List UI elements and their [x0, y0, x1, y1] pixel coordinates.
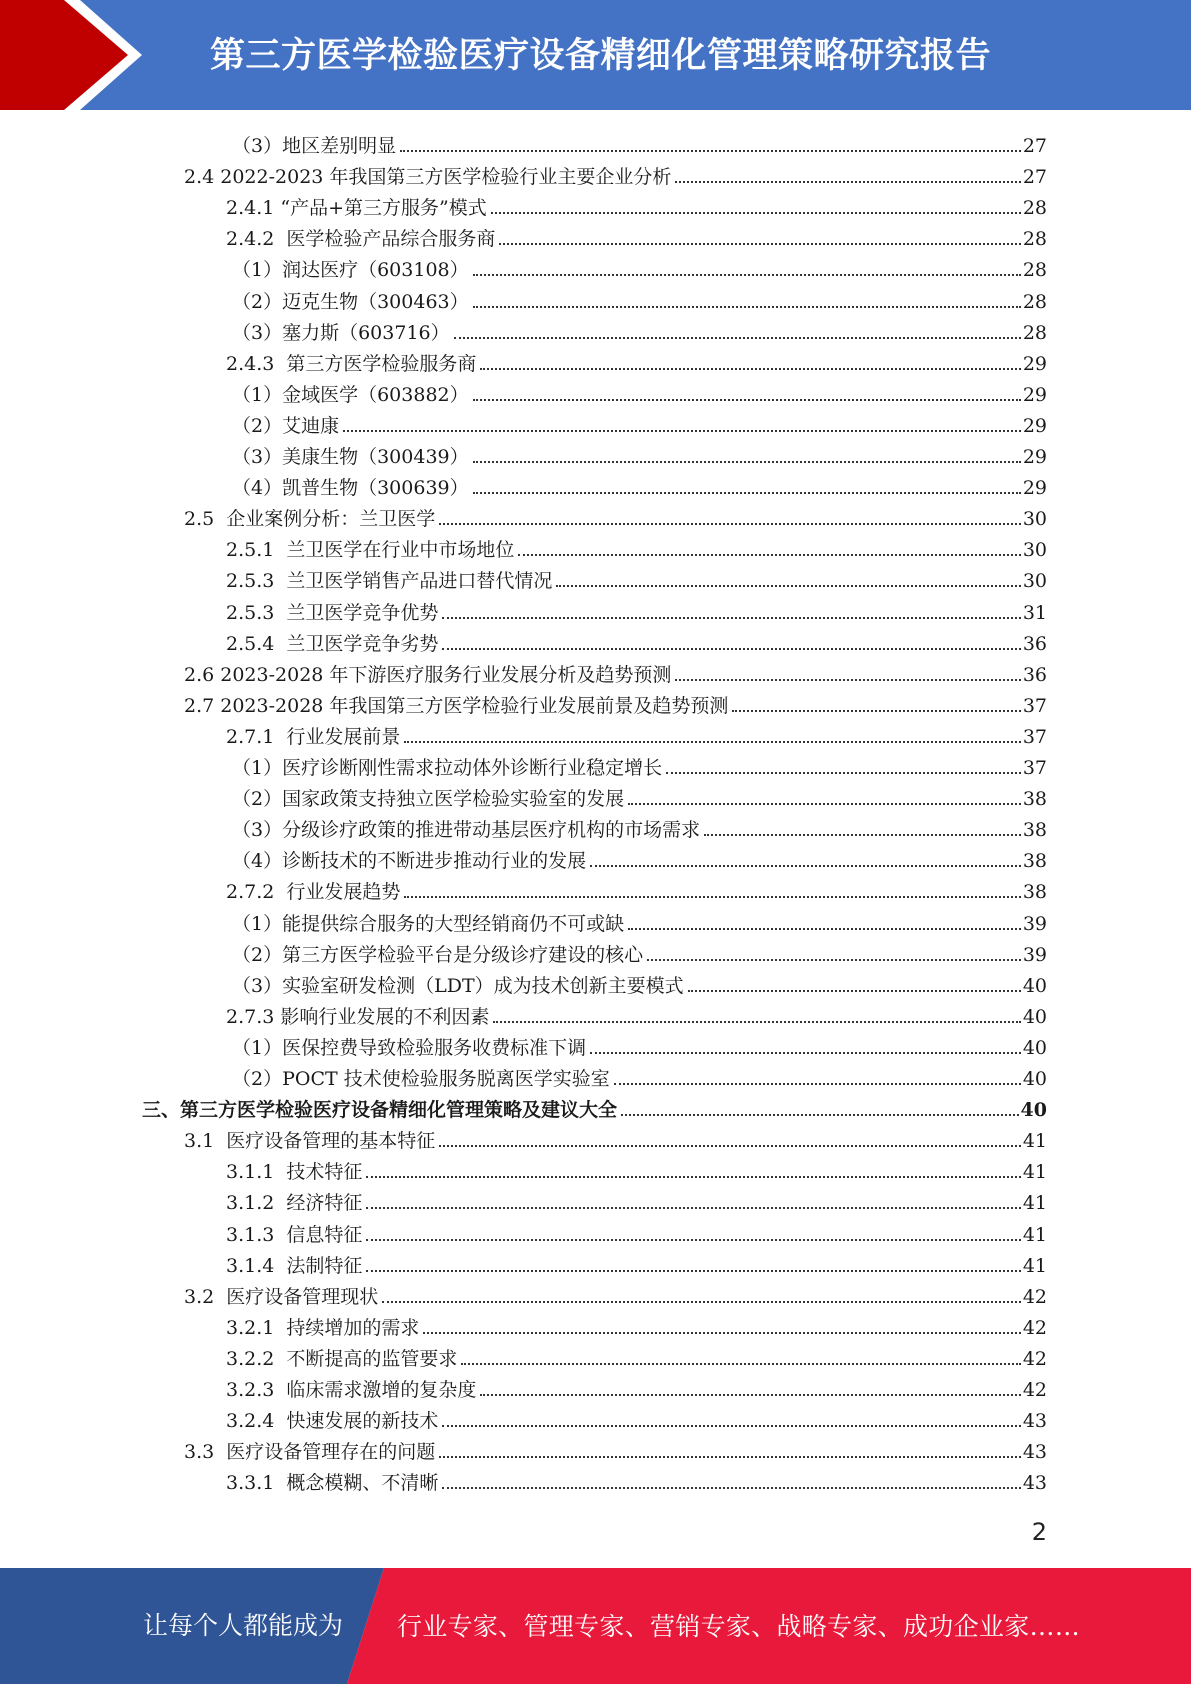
toc-entry-label: （3）实验室研发检测（LDT）成为技术创新主要模式: [232, 974, 684, 997]
toc-entry-label: 2.4.1 “产品+第三方服务”模式: [226, 197, 487, 220]
toc-entry[interactable]: [232, 905, 1047, 936]
toc-entry-label: （3）地区差别明显: [232, 135, 397, 157]
toc-entry[interactable]: [226, 1371, 1047, 1402]
toc-entry-label: （2）POCT 技术使检验服务脱离医学实验室: [232, 1068, 610, 1090]
toc-entry-page: 29: [1022, 477, 1047, 500]
footer-slogan-left: 让每个人都能成为: [143, 1611, 344, 1640]
toc-dot-leader: [473, 306, 1021, 308]
toc-entry[interactable]: [184, 500, 1047, 531]
toc-entry-label: 2.7.1 行业发展前景: [226, 725, 401, 748]
toc-entry[interactable]: [232, 469, 1047, 500]
toc-entry[interactable]: [232, 127, 1047, 158]
toc-dot-leader: [366, 1207, 1020, 1209]
toc-entry[interactable]: [226, 1464, 1047, 1495]
toc-dot-leader: [704, 834, 1021, 836]
report-title: 第三方医学检验医疗设备精细化管理策略研究报告: [210, 36, 992, 76]
toc-entry-label: 3.1.2 经济特征: [226, 1192, 363, 1215]
toc-dot-leader: [473, 492, 1021, 494]
toc-entry-page: 27: [1022, 135, 1047, 157]
toc-entry[interactable]: [184, 158, 1047, 189]
toc-entry-label: （1）润达医疗（603108）: [232, 259, 469, 282]
toc-dot-leader: [590, 865, 1021, 867]
toc-entry[interactable]: [226, 345, 1047, 376]
toc-entry[interactable]: [226, 998, 1047, 1029]
toc-dot-leader: [621, 1114, 1019, 1116]
toc-dot-leader: [442, 1425, 1020, 1427]
toc-entry-page: 37: [1022, 757, 1047, 779]
toc-entry-page: 42: [1022, 1347, 1047, 1370]
toc-entry[interactable]: [232, 407, 1047, 438]
toc-entry-page: 31: [1022, 601, 1047, 624]
toc-dot-leader: [439, 1145, 1021, 1147]
toc-entry-label: （2）迈克生物（300463）: [232, 290, 469, 313]
toc-entry[interactable]: [232, 283, 1047, 314]
toc-entry[interactable]: [226, 1402, 1047, 1433]
toc-entry[interactable]: [226, 1184, 1047, 1215]
toc-entry-page: 42: [1022, 1285, 1047, 1308]
toc-entry[interactable]: [232, 1029, 1047, 1060]
toc-entry-page: 41: [1022, 1130, 1047, 1153]
toc-entry-page: 43: [1022, 1472, 1047, 1495]
toc-entry[interactable]: [232, 376, 1047, 407]
toc-entry-page: 41: [1022, 1254, 1047, 1277]
toc-entry[interactable]: [226, 718, 1047, 749]
toc-entry[interactable]: [226, 1340, 1047, 1371]
toc-dot-leader: [647, 959, 1021, 961]
page-footer: [0, 1568, 1191, 1684]
toc-entry-page: 40: [1022, 974, 1047, 997]
toc-dot-leader: [442, 617, 1020, 619]
toc-entry-label: 3.2 医疗设备管理现状: [184, 1285, 379, 1308]
toc-entry-label: 2.5 企业案例分析：兰卫医学: [184, 508, 436, 531]
toc-entry-label: 2.5.3 兰卫医学竞争优势: [226, 601, 439, 624]
toc-entry-label: 2.7.3 影响行业发展的不利因素: [226, 1005, 490, 1028]
toc-entry[interactable]: [184, 1122, 1047, 1153]
toc-entry-label: 2.6 2023-2028 年下游医疗服务行业发展分析及趋势预测: [184, 663, 672, 686]
toc-entry-page: 41: [1022, 1192, 1047, 1215]
toc-dot-leader: [404, 741, 1020, 743]
toc-entry-label: （1）医保控费导致检验服务收费标准下调: [232, 1036, 587, 1059]
toc-dot-leader: [491, 212, 1021, 214]
toc-entry[interactable]: [232, 842, 1047, 873]
toc-dot-leader: [628, 928, 1021, 930]
toc-entry-page: 29: [1022, 414, 1047, 437]
toc-entry-page: 28: [1022, 290, 1047, 313]
toc-entry-label: 2.4.2 医学检验产品综合服务商: [226, 228, 496, 251]
toc-entry-label: （3）美康生物（300439）: [232, 446, 469, 468]
toc-entry-page: 29: [1022, 446, 1047, 468]
toc-entry-page: 42: [1022, 1379, 1047, 1401]
toc-dot-leader: [382, 1301, 1021, 1303]
toc-dot-leader: [473, 461, 1021, 463]
header-arrow-decoration: [0, 0, 160, 110]
toc-entry-page: 29: [1022, 383, 1047, 406]
toc-dot-leader: [442, 1487, 1020, 1489]
toc-entry[interactable]: [226, 873, 1047, 904]
toc-entry-label: 三、第三方医学检验医疗设备精细化管理策略及建议大全: [142, 1099, 618, 1122]
toc-entry-page: 38: [1022, 788, 1047, 811]
toc-entry-page: 30: [1022, 508, 1047, 531]
toc-entry-page: 29: [1022, 352, 1047, 375]
toc-dot-leader: [439, 1456, 1021, 1458]
toc-entry-page: 28: [1022, 259, 1047, 282]
toc-dot-leader: [439, 523, 1021, 525]
toc-entry[interactable]: [184, 1278, 1047, 1309]
toc-dot-leader: [732, 710, 1020, 712]
toc-dot-leader: [366, 1239, 1020, 1241]
toc-entry-page: 41: [1022, 1223, 1047, 1246]
toc-entry-label: 2.7 2023-2028 年我国第三方医学检验行业发展前景及趋势预测: [184, 694, 729, 717]
toc-entry-label: （2）第三方医学检验平台是分级诊疗建设的核心: [232, 943, 644, 966]
toc-entry-page: 36: [1022, 632, 1047, 655]
toc-entry-page: 28: [1022, 197, 1047, 220]
footer-slogan-right: 行业专家、管理专家、营销专家、战略专家、成功企业家……: [397, 1612, 1081, 1641]
toc-dot-leader: [366, 1270, 1020, 1272]
toc-entry[interactable]: [232, 749, 1047, 780]
toc-entry-label: 2.4.3 第三方医学检验服务商: [226, 352, 477, 375]
toc-entry-page: 42: [1022, 1316, 1047, 1339]
toc-entry-page: 39: [1022, 943, 1047, 966]
toc-dot-leader: [480, 1394, 1020, 1396]
toc-dot-leader: [675, 679, 1020, 681]
toc-entry-label: 3.1.3 信息特征: [226, 1223, 363, 1246]
toc-entry-page: 40: [1022, 1005, 1047, 1028]
toc-entry-page: 39: [1022, 912, 1047, 935]
toc-entry-page: 43: [1022, 1441, 1047, 1464]
toc-entry[interactable]: [232, 314, 1047, 345]
toc-entry-label: （4）诊断技术的不断进步推动行业的发展: [232, 850, 587, 873]
toc-entry-label: （2）艾迪康: [232, 414, 340, 437]
toc-entry[interactable]: [184, 687, 1047, 718]
toc-entry-label: 3.2.2 不断提高的监管要求: [226, 1347, 458, 1370]
toc-dot-leader: [343, 430, 1021, 432]
toc-dot-leader: [473, 274, 1021, 276]
toc-dot-leader: [480, 368, 1020, 370]
page-header: [0, 0, 1191, 110]
toc-entry[interactable]: [232, 438, 1047, 469]
toc-entry[interactable]: [226, 1216, 1047, 1247]
toc-dot-leader: [454, 337, 1021, 339]
toc-entry-label: 2.5.1 兰卫医学在行业中市场地位: [226, 539, 515, 562]
toc-entry[interactable]: [232, 780, 1047, 811]
toc-dot-leader: [442, 648, 1020, 650]
toc-entry-label: 2.4 2022-2023 年我国第三方医学检验行业主要企业分析: [184, 166, 672, 189]
toc-entry-page: 38: [1022, 850, 1047, 873]
toc-dot-leader: [423, 1332, 1020, 1334]
toc-entry-page: 38: [1022, 819, 1047, 842]
page-number: 2: [1031, 1518, 1047, 1546]
toc-entry[interactable]: [226, 189, 1047, 220]
toc-entry-label: 3.1.4 法制特征: [226, 1254, 363, 1277]
toc-entry-page: 30: [1022, 570, 1047, 593]
toc-entry-label: 3.2.3 临床需求激增的复杂度: [226, 1379, 477, 1401]
toc-dot-leader: [590, 1052, 1021, 1054]
toc-entry-page: 28: [1022, 228, 1047, 251]
toc-entry[interactable]: [232, 936, 1047, 967]
toc-entry[interactable]: [184, 1433, 1047, 1464]
toc-entry-label: 2.5.3 兰卫医学销售产品进口替代情况: [226, 570, 553, 593]
toc-dot-leader: [499, 243, 1020, 245]
toc-entry-page: 30: [1022, 539, 1047, 562]
toc-entry[interactable]: [232, 1060, 1047, 1091]
toc-dot-leader: [473, 399, 1021, 401]
toc-dot-leader: [675, 181, 1020, 183]
toc-entry[interactable]: [226, 220, 1047, 251]
toc-dot-leader: [688, 990, 1021, 992]
toc-dot-leader: [614, 1083, 1021, 1085]
toc-dot-leader: [493, 1021, 1020, 1023]
toc-entry-page: 37: [1022, 725, 1047, 748]
toc-entry-label: 3.3 医疗设备管理存在的问题: [184, 1441, 436, 1464]
toc-entry-page: 37: [1022, 694, 1047, 717]
toc-entry[interactable]: [232, 967, 1047, 998]
toc-entry-label: （1）金域医学（603882）: [232, 383, 469, 406]
toc-dot-leader: [366, 1176, 1020, 1178]
toc-entry[interactable]: [226, 1309, 1047, 1340]
toc-dot-leader: [628, 803, 1021, 805]
toc-entry[interactable]: [226, 531, 1047, 562]
toc-entry-label: 3.1 医疗设备管理的基本特征: [184, 1130, 436, 1153]
toc-dot-leader: [461, 1363, 1020, 1365]
toc-entry-page: 43: [1022, 1410, 1047, 1433]
toc-dot-leader: [666, 772, 1021, 774]
toc-entry[interactable]: [232, 811, 1047, 842]
toc-entry-label: 3.1.1 技术特征: [226, 1161, 363, 1184]
toc-dot-leader: [556, 585, 1020, 587]
toc-entry-page: 28: [1022, 321, 1047, 344]
toc-entry[interactable]: [226, 1153, 1047, 1184]
toc-entry-label: （4）凯普生物（300639）: [232, 477, 469, 500]
toc-entry-page: 27: [1022, 166, 1047, 189]
toc-entry-label: 3.3.1 概念模糊、不清晰: [226, 1472, 439, 1495]
toc-entry-page: 40: [1020, 1099, 1047, 1122]
toc-dot-leader: [400, 150, 1021, 152]
toc-entry[interactable]: [232, 251, 1047, 282]
toc-entry-label: 2.7.2 行业发展趋势: [226, 881, 401, 904]
toc-entry-label: 2.5.4 兰卫医学竞争劣势: [226, 632, 439, 655]
toc-entry[interactable]: [226, 625, 1047, 656]
toc-entry-label: （1）能提供综合服务的大型经销商仍不可或缺: [232, 912, 625, 935]
toc-entry-label: 3.2.1 持续增加的需求: [226, 1316, 420, 1339]
toc-entry-page: 36: [1022, 663, 1047, 686]
toc-dot-leader: [404, 896, 1020, 898]
toc-entry-page: 40: [1022, 1036, 1047, 1059]
toc-entry[interactable]: [184, 656, 1047, 687]
toc-entry-page: 38: [1022, 881, 1047, 904]
toc-entry-label: （3）塞力斯（603716）: [232, 321, 450, 344]
toc-entry[interactable]: [142, 1091, 1047, 1122]
toc-entry-label: （3）分级诊疗政策的推进带动基层医疗机构的市场需求: [232, 819, 701, 842]
toc-entry-label: （2）国家政策支持独立医学检验实验室的发展: [232, 788, 625, 811]
toc-entry[interactable]: [226, 562, 1047, 593]
toc-entry[interactable]: [226, 1247, 1047, 1278]
toc-entry-label: 3.2.4 快速发展的新技术: [226, 1410, 439, 1433]
toc-entry-page: 41: [1022, 1161, 1047, 1184]
toc-entry-label: （1）医疗诊断刚性需求拉动体外诊断行业稳定增长: [232, 757, 663, 779]
toc-entry-page: 40: [1022, 1068, 1047, 1090]
toc-entry[interactable]: [226, 594, 1047, 625]
toc-dot-leader: [518, 554, 1020, 556]
